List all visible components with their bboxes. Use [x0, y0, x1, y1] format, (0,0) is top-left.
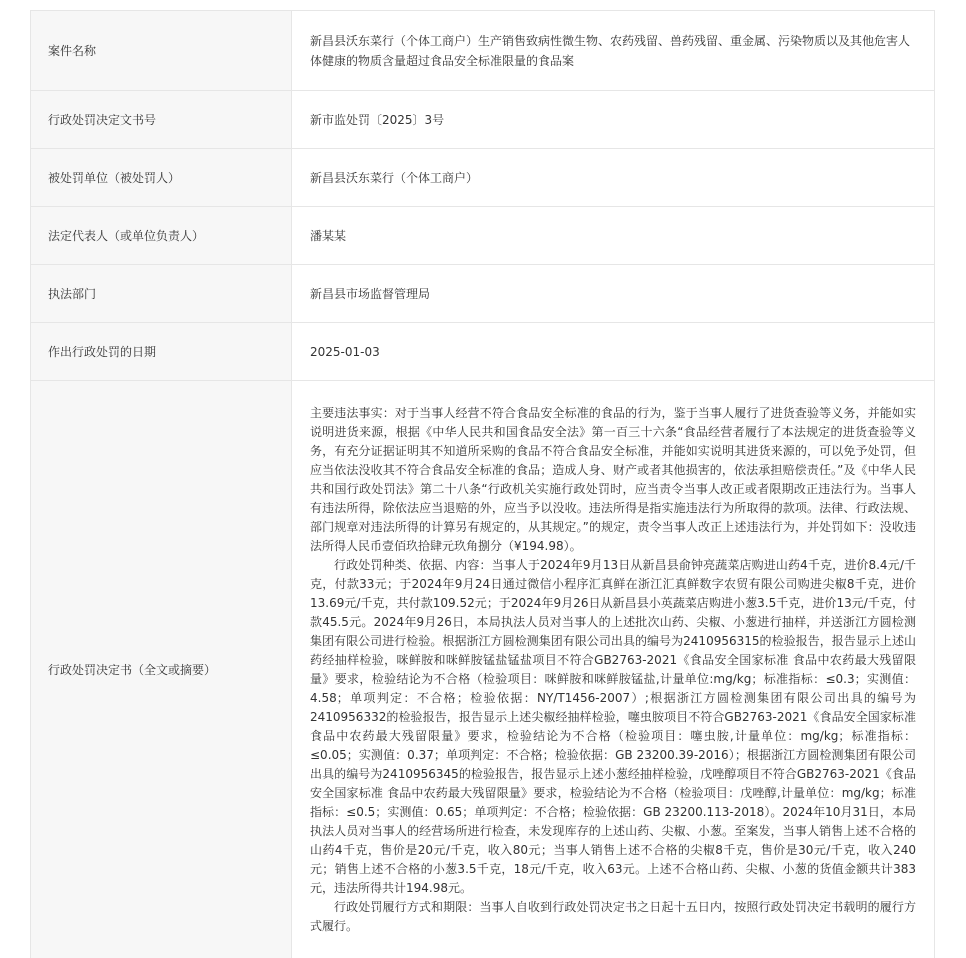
row-enforcement-department	[31, 265, 935, 323]
penalized-party-value: 新昌县沃东菜行（个体工商户）	[292, 149, 935, 207]
penalty-date-label: 作出行政处罚的日期	[31, 323, 292, 381]
legal-representative-value: 潘某某	[292, 207, 935, 265]
row-penalty-decision	[31, 381, 935, 958]
document-number-value: 新市监处罚〔2025〕3号	[292, 91, 935, 149]
row-penalized-party	[31, 149, 935, 207]
decision-paragraph-facts: 主要违法事实：对于当事人经营不符合食品安全标准的食品的行为，鉴于当事人履行了进货查验等义务，并能如实说明进货来源，根据《中华人民共和国食品安全法》第一百三十六条“食品经营者履行了本法规定的进货查验等义务，有充分证据证明其不知道所采购的食品不符合食品安全标准，并能如实说明其进货来源的，可以免予处罚，但应当依法没收其不符合食品安全标准的食品；造成人身、财产或者其他损害的，依法承担赔偿责任。”及《中华人民共和国行政处罚法》第二十八条“行政机关实施行政处罚时，应当责令当事人改正或者限期改正违法行为。当事人有违法所得，除依法应当退赔的外，应当予以没收。违法所得是指实施违法行为所取得的款项。法律、行政法规、部门规章对违法所得的计算另有规定的，从其规定。”的规定，责令当事人改正上述违法行为，并处罚如下：没收违法所得人民币壹佰玖拾肆元玖角捌分（¥194.98）。	[310, 405, 916, 553]
case-name-value: 新昌县沃东菜行（个体工商户）生产销售致病性微生物、农药残留、兽药残留、重金属、污染物质以及其他危害人体健康的物质含量超过食品安全标准限量的食品案	[292, 11, 935, 91]
enforcement-department-label: 执法部门	[31, 265, 292, 323]
legal-representative-label: 法定代表人（或单位负责人）	[31, 207, 292, 265]
enforcement-department-value: 新昌县市场监督管理局	[292, 265, 935, 323]
row-document-number	[31, 91, 935, 149]
penalty-decision-content	[292, 381, 935, 958]
penalized-party-label: 被处罚单位（被处罚人）	[31, 149, 292, 207]
row-case-name	[31, 11, 935, 91]
decision-paragraph-basis: 行政处罚种类、依据、内容：当事人于2024年9月13日从新昌县俞钟亮蔬菜店购进山药4千克，进价8.4元/千克，付款33元；于2024年9月24日通过微信小程序汇真鲜在浙江汇真鲜数字农贸有限公司购进尖椒8千克，进价13.69元/千克，共付款109.52元；于2024年9月26日从新昌县小英蔬菜店购进小葱3.5千克，进价13元/千克，付款45.5元。2024年9月26日，本局执法人员对当事人的上述批次山药、尖椒、小葱进行抽样，并送浙江方圆检测集团有限公司进行检验。根据浙江方圆检测集团有限公司出具的编号为2410956315的检验报告，报告显示上述山药经抽样检验，咪鲜胺和咪鲜胺锰盐锰盐项目不符合GB2763-2021《食品安全国家标准 食品中农药最大残留限量》要求，检验结论为不合格（检验项目：咪鲜胺和咪鲜胺锰盐,计量单位:mg/kg；标准指标：≤0.3；实测值：4.58；单项判定：不合格；检验依据：NY/T1456-2007）;根据浙江方圆检测集团有限公司出具的编号为2410956332的检验报告，报告显示上述尖椒经抽样检验，噻虫胺项目不符合GB2763-2021《食品安全国家标准 食品中农药最大残留限量》要求，检验结论为不合格（检验项目：噻虫胺,计量单位：mg/kg；标准指标：≤0.05；实测值：0.37；单项判定：不合格；检验依据：GB 23200.39-2016）；根据浙江方圆检测集团有限公司出具的编号为2410956345的检验报告，报告显示上述小葱经抽样检验，戊唑醇项目不符合GB2763-2021《食品安全国家标准 食品中农药最大残留限量》要求，检验结论为不合格（检验项目：戊唑醇,计量单位：mg/kg；标准指标：≤0.5；实测值：0.65；单项判定：不合格；检验依据：GB 23200.113-2018）。2024年10月31日，本局执法人员对当事人的经营场所进行检查，未发现库存的上述山药、尖椒、小葱。至案发，当事人销售上述不合格的山药4千克，售价是20元/千克，收入80元；当事人销售上述不合格的尖椒8千克，售价是30元/千克，收入240元；销售上述不合格的小葱3.5千克，18元/千克，收入63元。上述不合格山药、尖椒、小葱的货值金额共计383元，违法所得共计194.98元。	[310, 557, 916, 895]
penalty-info-table	[30, 10, 935, 958]
row-legal-representative	[31, 207, 935, 265]
case-name-label: 案件名称	[31, 11, 292, 91]
decision-paragraph-fulfillment: 行政处罚履行方式和期限：当事人自收到行政处罚决定书之日起十五日内，按照行政处罚决定书载明的履行方式履行。	[310, 899, 916, 933]
penalty-decision-label: 行政处罚决定书（全文或摘要）	[31, 381, 292, 958]
row-penalty-date	[31, 323, 935, 381]
document-number-label: 行政处罚决定文书号	[31, 91, 292, 149]
penalty-date-value: 2025-01-03	[292, 323, 935, 381]
